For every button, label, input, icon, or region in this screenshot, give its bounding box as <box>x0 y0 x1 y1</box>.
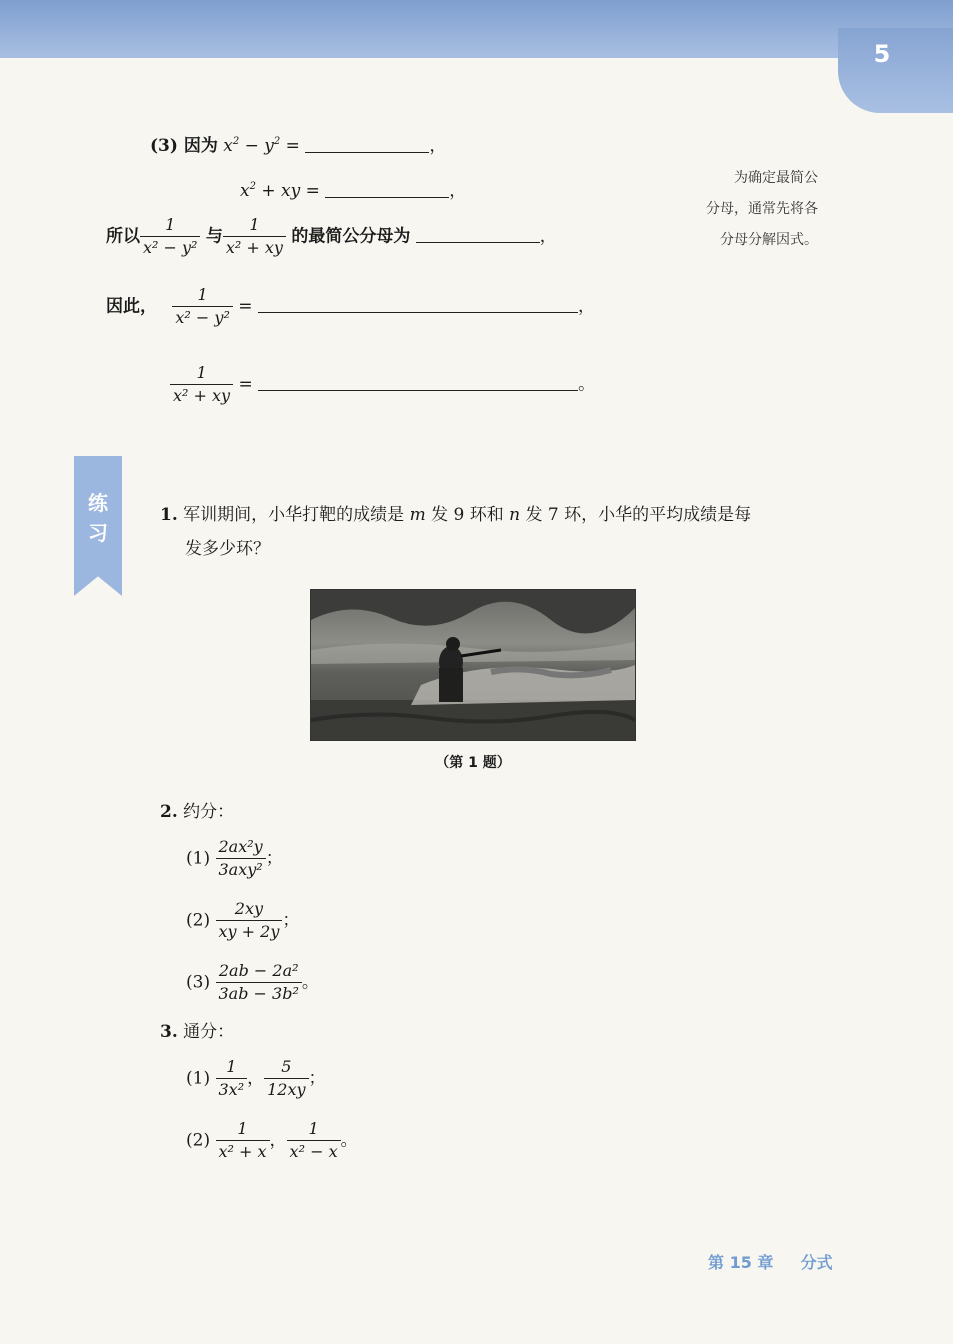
comma: ， <box>539 226 557 247</box>
question-3-title <box>160 1024 234 1041</box>
punctuation: ； <box>265 848 283 869</box>
eq2-rest: + xy = <box>255 181 320 201</box>
variable-n: n <box>509 505 521 525</box>
chapter-title: 分式 <box>800 1253 833 1272</box>
section3-line5 <box>170 364 595 406</box>
fraction-1-over-x2-xy <box>223 216 286 258</box>
fraction <box>216 962 302 1004</box>
frac-num: 2xy <box>234 899 264 918</box>
frac-den: xy + 2y <box>216 920 283 941</box>
frac-den: x² + x <box>216 1140 270 1161</box>
punctuation: ； <box>282 910 300 931</box>
frac-num: 1 <box>237 1119 248 1138</box>
eq2-x: x <box>240 181 250 201</box>
therefore-label: 因此， <box>106 296 157 317</box>
frac-num: 1 <box>226 1057 237 1076</box>
equals: = <box>238 374 253 395</box>
frac-num: 2ab − 2a² <box>218 961 299 980</box>
so-prefix: 所以 <box>106 226 140 247</box>
side-note-line: 分母，通常先将各 <box>706 201 818 217</box>
fraction <box>287 1120 341 1162</box>
eq1-x: x <box>223 136 233 156</box>
answer-blank-2[interactable] <box>325 181 449 198</box>
frac-num: 5 <box>281 1057 292 1076</box>
frac-num: 2ax²y <box>218 837 263 856</box>
q3-item-1 <box>186 1058 326 1100</box>
fraction <box>264 1058 308 1100</box>
section3-line3 <box>106 216 557 258</box>
page-number: 5 <box>873 40 891 68</box>
question-number: 2. <box>160 802 178 822</box>
q3-item-2 <box>186 1120 358 1162</box>
fraction <box>216 900 283 942</box>
fraction <box>216 1058 248 1100</box>
answer-blank-3[interactable] <box>258 296 578 313</box>
q2-item-1 <box>186 838 283 880</box>
comma: ， <box>577 296 595 317</box>
question-number: 1. <box>160 505 178 525</box>
item-label: (2) <box>186 910 211 931</box>
exercise-tag-char: 习 <box>88 521 108 545</box>
separator: ， <box>269 1130 287 1151</box>
question-text: 约分： <box>183 802 235 822</box>
question-1-line1 <box>160 507 751 524</box>
q2-item-2 <box>186 900 299 942</box>
side-note-line: 为确定最简公 <box>734 170 818 186</box>
side-note-line: 分母分解因式。 <box>720 232 818 248</box>
punctuation: 。 <box>301 972 319 993</box>
question-number: 3. <box>160 1022 178 1042</box>
answer-blank-1[interactable] <box>305 136 429 153</box>
question-text: 通分： <box>183 1022 235 1042</box>
frac-den: x² − x <box>287 1140 341 1161</box>
side-note <box>668 163 818 256</box>
punctuation: 。 <box>340 1130 358 1151</box>
answer-blank-4[interactable] <box>258 374 578 391</box>
answer-blank-lcd[interactable] <box>416 226 540 243</box>
question-text: 发 9 环和 <box>431 505 504 525</box>
item-label: (3) <box>186 972 211 993</box>
fraction <box>216 838 266 880</box>
fraction-1-over-x2-y2 <box>140 216 200 258</box>
question-text: 军训期间，小华打靶的成绩是 <box>183 505 405 525</box>
item-label: (2) <box>186 1130 211 1151</box>
frac-den: 12xy <box>264 1078 308 1099</box>
question-1-line2: 发多少环？ <box>185 539 270 559</box>
eq1-equals: = <box>280 136 300 156</box>
frac-den: x² + xy <box>170 384 233 405</box>
section3-label: (3) 因为 <box>150 136 218 156</box>
frac-num: 1 <box>308 1119 319 1138</box>
frac-num: 1 <box>165 215 176 234</box>
section3-line2: $x^2$ + xy = ， <box>240 181 467 201</box>
comma: ， <box>429 136 447 156</box>
period: 。 <box>578 374 596 395</box>
frac-den: 3ab − 3b² <box>216 982 302 1003</box>
eq1-mid: − y <box>239 136 274 156</box>
figure-caption: （第 1 题） <box>435 755 511 771</box>
chapter-number: 第 15 章 <box>708 1253 774 1272</box>
frac-den: x² − y² <box>172 306 232 327</box>
fraction <box>216 1120 270 1162</box>
comma: ， <box>449 181 467 201</box>
q2-item-3 <box>186 962 319 1004</box>
equals: = <box>238 296 253 317</box>
frac-den: 3x² <box>216 1078 248 1099</box>
exercise-tag-char: 练 <box>88 491 108 515</box>
fraction-1-over-x2-y2 <box>172 286 232 328</box>
punctuation: ； <box>308 1068 326 1089</box>
section3-line4 <box>106 286 595 328</box>
frac-den: 3axy² <box>216 858 266 879</box>
frac-num: 1 <box>249 215 260 234</box>
separator: ， <box>247 1068 265 1089</box>
frac-den: x² + xy <box>223 236 286 257</box>
frac-num: 1 <box>196 363 207 382</box>
chapter-footer <box>708 1250 833 1273</box>
lcd-text: 的最简公分母为 <box>291 226 411 247</box>
header-band <box>0 0 953 58</box>
item-label: (1) <box>186 848 211 869</box>
item-label: (1) <box>186 1068 211 1089</box>
frac-den: x² − y² <box>140 236 200 257</box>
question-2-title <box>160 804 234 821</box>
and-word: 与 <box>205 226 223 247</box>
shooting-practice-photo <box>310 589 636 741</box>
fraction-1-over-x2-xy <box>170 364 233 406</box>
section3-line1: (3) 因为 $x^2 - y^2$ = ， <box>150 136 447 156</box>
exercise-tag <box>74 488 122 548</box>
variable-m: m <box>409 505 426 525</box>
frac-num: 1 <box>197 285 208 304</box>
question-text: 发 7 环，小华的平均成绩是每 <box>525 505 752 525</box>
